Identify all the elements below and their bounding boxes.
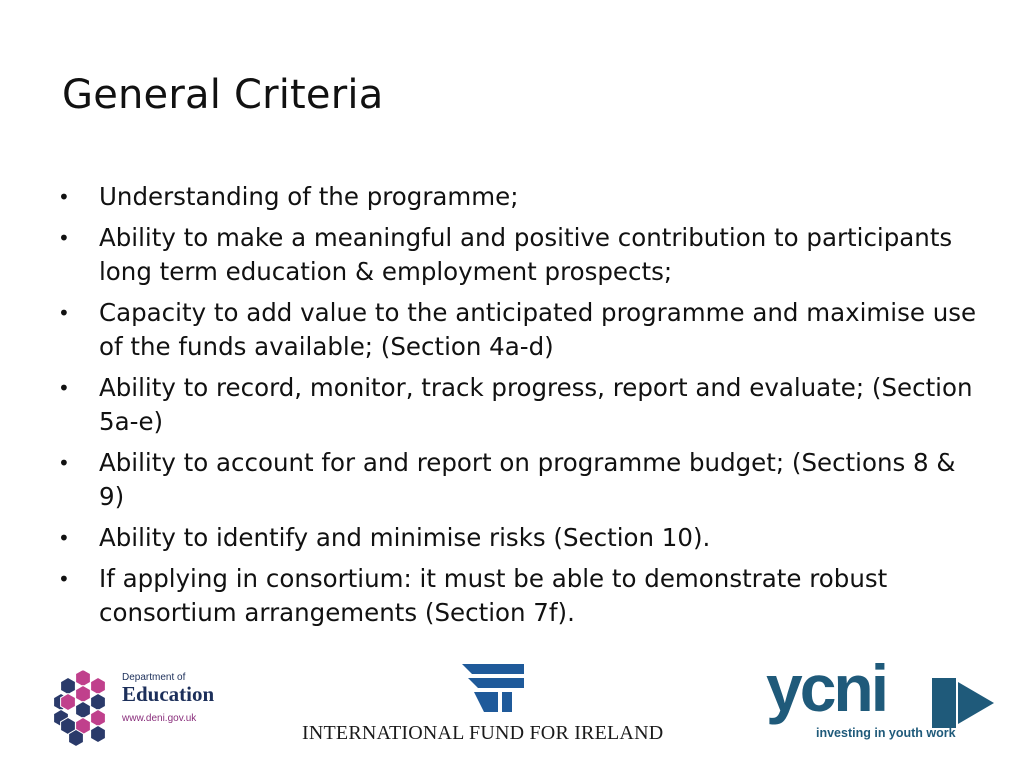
hexagon-cell: [91, 710, 106, 727]
hexagon-cell: [61, 678, 76, 695]
bullet-icon: •: [58, 301, 70, 325]
bullet-text: Ability to make a meaningful and positive contribution to participants long term education & employment prospects;: [99, 223, 953, 286]
ycni-tagline-text: investing in youth work: [816, 726, 956, 740]
criteria-list: [56, 180, 986, 637]
department-of-education-logo: [50, 668, 240, 748]
bullet-text: If applying in consortium: it must be able to demonstrate robust consortium arrangements (Section 7f).: [99, 564, 888, 627]
hexagon-cell: [76, 670, 91, 687]
bullet-text: Ability to record, monitor, track progress, report and evaluate; (Section 5a-e): [99, 373, 973, 436]
list-item: [56, 371, 986, 439]
list-item: [56, 296, 986, 364]
hexagon-cell: [69, 730, 84, 747]
bullet-text: Ability to account for and report on programme budget; (Sections 8 & 9): [99, 448, 956, 511]
list-item: [56, 562, 986, 630]
slide-title: General Criteria: [62, 72, 384, 118]
list-item: [56, 446, 986, 514]
international-fund-for-ireland-logo: [296, 662, 696, 748]
hexagon-cell: [91, 694, 106, 711]
hexagon-cell: [76, 702, 91, 719]
bullet-icon: •: [58, 567, 70, 591]
hexagon-cluster-icon: [50, 670, 116, 746]
logo-education-text: Education: [122, 682, 215, 706]
ycni-logo: [766, 651, 996, 748]
bullet-text: Capacity to add value to the anticipated programme and maximise use of the funds available; (Section 4a-d): [99, 298, 977, 361]
logo-url-text: www.deni.gov.uk: [122, 713, 197, 724]
hexagon-cell: [61, 694, 76, 711]
hexagon-cell: [91, 726, 106, 743]
ifi-name-text: INTERNATIONAL FUND FOR IRELAND: [302, 722, 664, 744]
hexagon-cell: [91, 678, 106, 695]
list-item: [56, 521, 986, 555]
play-arrow-icon: [932, 678, 996, 728]
logo-dept-text: Department of: [122, 672, 186, 683]
list-item: [56, 221, 986, 289]
bullet-icon: •: [58, 376, 70, 400]
bullet-text: Ability to identify and minimise risks (Section 10).: [99, 523, 711, 552]
ycni-word-text: ycni: [766, 651, 887, 725]
hexagon-cell: [76, 686, 91, 703]
bullet-icon: •: [58, 526, 70, 550]
ifi-emblem-icon: [458, 662, 528, 714]
bullet-text: Understanding of the programme;: [99, 182, 519, 211]
list-item: [56, 180, 986, 214]
bullet-icon: •: [58, 451, 70, 475]
bullet-icon: •: [58, 185, 70, 209]
bullet-icon: •: [58, 226, 70, 250]
